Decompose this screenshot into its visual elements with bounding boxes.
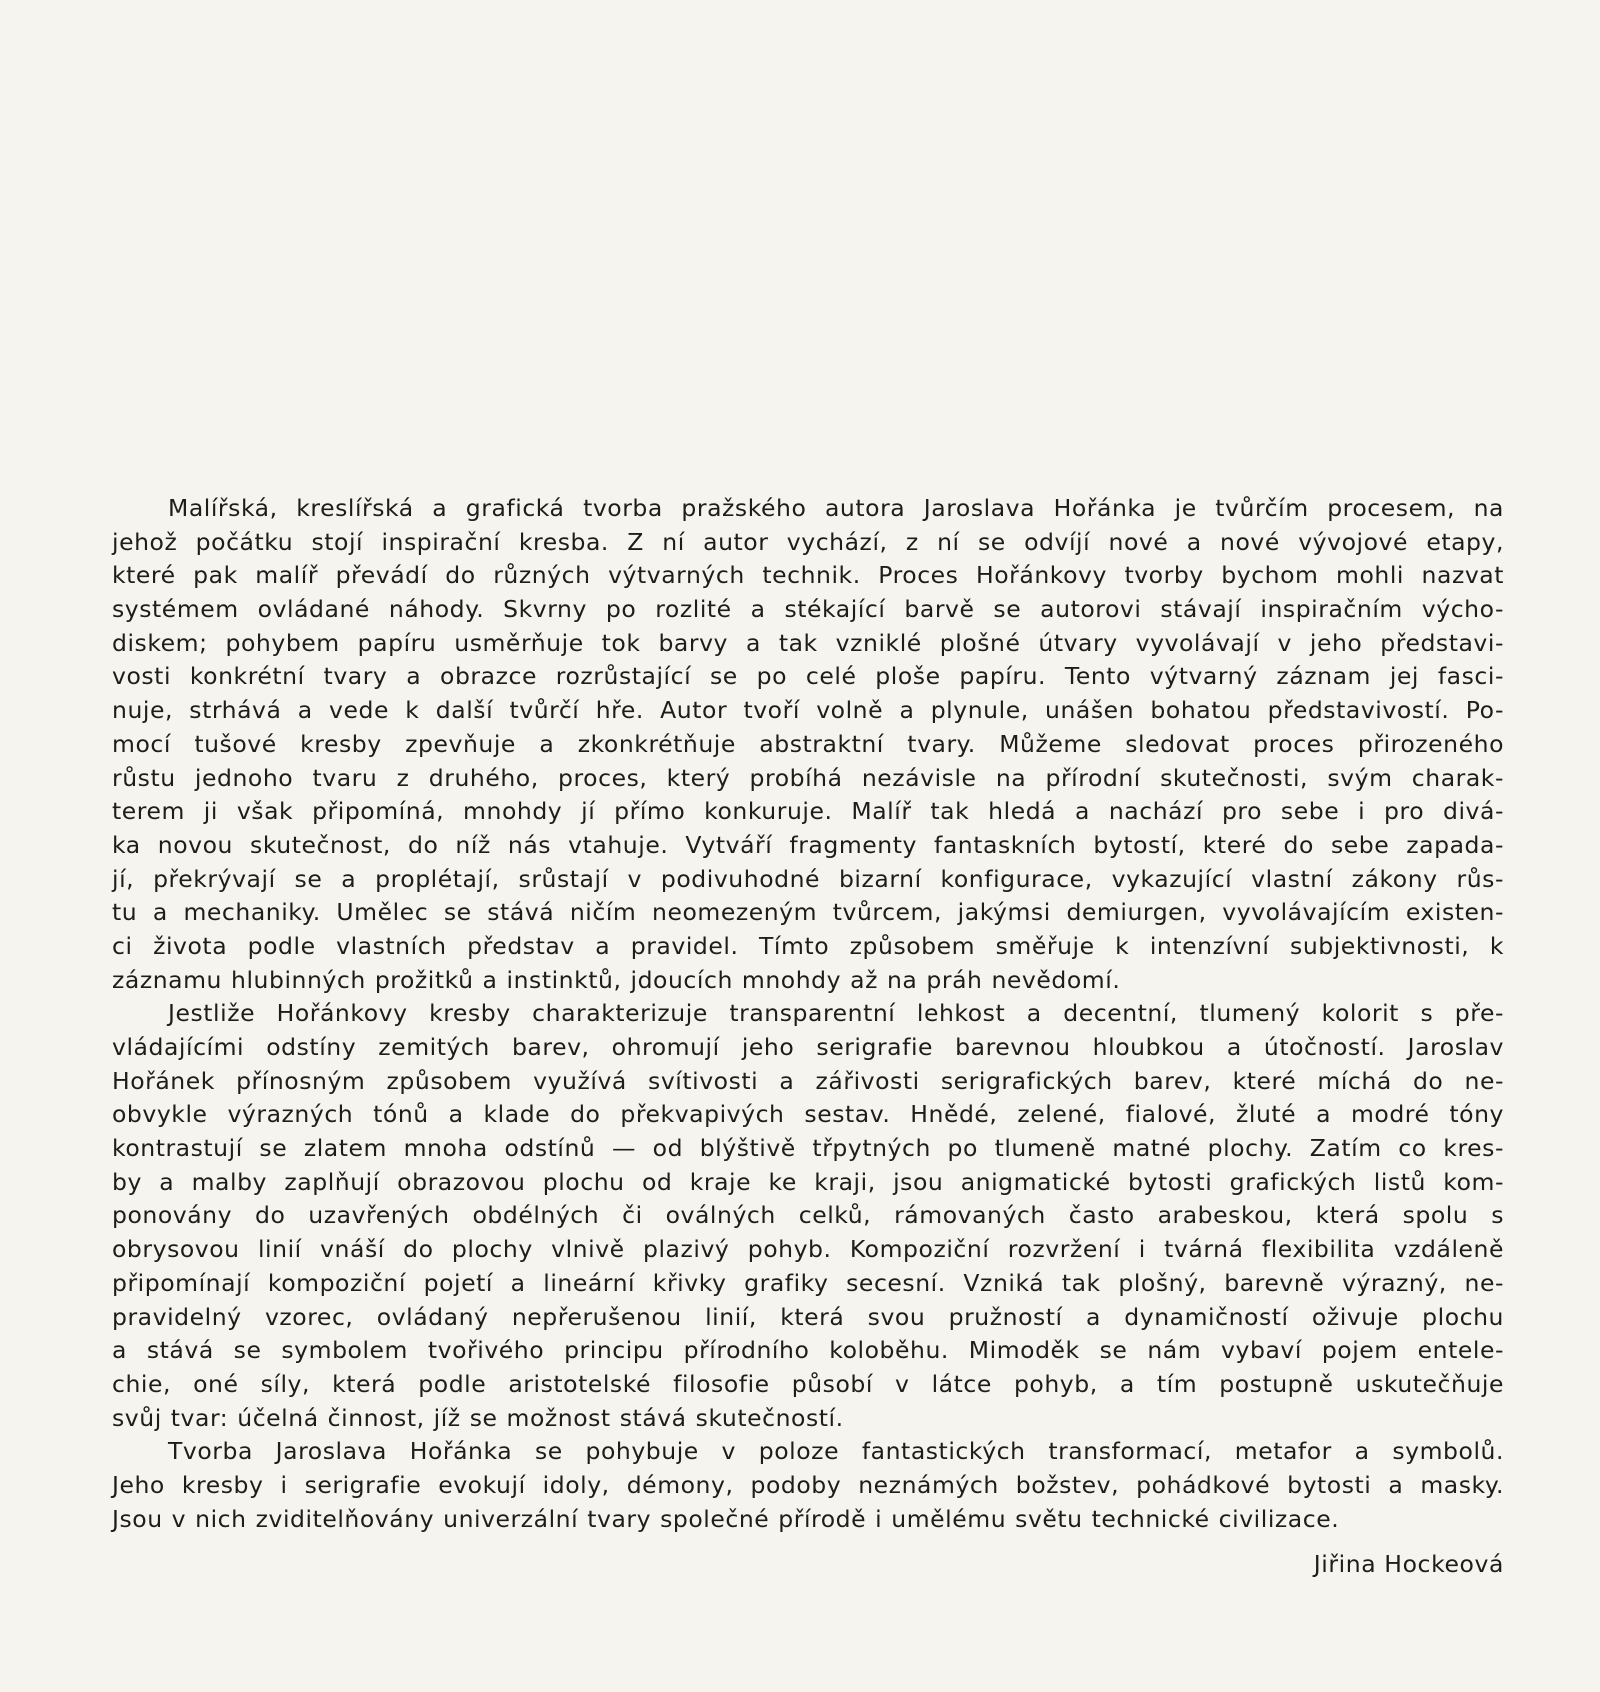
paragraph-line: Malířská, kreslířská a grafická tvorba pražského autora Jaroslava Hořánka je tvůrčím procesem, na — [168, 494, 1504, 522]
essay-text — [112, 492, 1504, 1536]
paragraph-line: připomínají kompoziční pojetí a lineární křivky grafiky secesní. Vzniká tak plošný, barevně výrazný, ne- — [112, 1268, 1504, 1297]
paragraph-line: jí, překrývají se a proplétají, srůstají v podivuhodné bizarní konfigurace, vykazující vlastní zákony růs- — [112, 864, 1504, 893]
paragraph-line: svůj tvar: účelná činnost, jíž se možnost stává skutečností. — [112, 1403, 844, 1432]
paragraph-line: jehož počátku stojí inspirační kresba. Z ní autor vychází, z ní se odvíjí nové a nové vývojové etapy, — [112, 527, 1504, 556]
paragraph-line: vládajícími odstíny zemitých barev, ohromují jeho serigrafie barevnou hloubkou a útočností. Jaroslav — [112, 1033, 1504, 1061]
paragraph-line: které pak malíř převádí do různých výtvarných technik. Proces Hořánkovy tvorby bychom mohli nazvat — [112, 561, 1504, 590]
paragraph-line: systémem ovládané náhody. Skvrny po rozlité a stékající barvě se autorovi stávají inspiračním výcho- — [112, 595, 1504, 624]
paragraph-line: mocí tušové kresby zpevňuje a zkonkrétňuje abstraktní tvary. Můžeme sledovat proces přirozeného — [112, 729, 1504, 758]
paragraph-line: pravidelný vzorec, ovládaný nepřerušenou linií, která svou pružností a dynamičností oživuje plochu — [112, 1302, 1504, 1331]
paragraph — [112, 492, 1504, 997]
paragraph-line: ci života podle vlastních představ a pravidel. Tímto způsobem směřuje k intenzívní subjektivnosti, k — [112, 931, 1504, 960]
paragraph-line: Jsou v nich zviditelňovány univerzální tvary společné přírodě i umělému světu technické civilizace. — [112, 1504, 1340, 1533]
paragraph — [112, 1435, 1504, 1536]
paragraph-line: by a malby zaplňují obrazovou plochu od kraje ke kraji, jsou anigmatické bytosti grafických listů kom- — [112, 1167, 1504, 1196]
paragraph-line: nuje, strhává a vede k další tvůrčí hře. Autor tvoří volně a plynule, unášen bohatou představivostí. Po- — [112, 696, 1504, 725]
paragraph-line: ponovány do uzavřených obdélných či oválných celků, rámovaných často arabeskou, která spolu s — [112, 1201, 1504, 1230]
paragraph-line: terem ji však připomíná, mnohdy jí přímo konkuruje. Malíř tak hledá a nachází pro sebe i pro divá- — [112, 797, 1504, 826]
paragraph-line: obrysovou linií vnáší do plochy vlnivě plazivý pohyb. Kompoziční rozvržení i tvárná flexibilita vzdáleně — [112, 1235, 1504, 1264]
paragraph-line: ka novou skutečnost, do níž nás vtahuje. Vytváří fragmenty fantaskních bytostí, které do sebe zapada- — [112, 830, 1504, 859]
paragraph — [112, 997, 1504, 1435]
paragraph-line: obvykle výrazných tónů a klade do překvapivých sestav. Hnědé, zelené, fialové, žluté a modré tóny — [112, 1100, 1504, 1129]
paragraph-line: vosti konkrétní tvary a obrazce rozrůstající se po celé ploše papíru. Tento výtvarný záznam jej fasci- — [112, 662, 1504, 691]
author-signature: Jiřina Hockeová — [1313, 1550, 1504, 1578]
paragraph-line: Jestliže Hořánkovy kresby charakterizuje transparentní lehkost a decentní, tlumený kolorit s pře- — [168, 999, 1504, 1028]
paragraph-line: záznamu hlubinných prožitků a instinktů, jdoucích mnohdy až na práh nevědomí. — [112, 965, 1121, 994]
paragraph-line: diskem; pohybem papíru usměrňuje tok barvy a tak vzniklé plošné útvary vyvolávají v jeho představi- — [112, 628, 1504, 657]
paragraph-line: Tvorba Jaroslava Hořánka se pohybuje v poloze fantastických transformací, metafor a symbolů. — [168, 1437, 1504, 1466]
paragraph-line: chie, oné síly, která podle aristotelské filosofie působí v látce pohyb, a tím postupně uskutečňuje — [112, 1369, 1504, 1398]
paragraph-line: růstu jednoho tvaru z druhého, proces, který probíhá nezávisle na přírodní skutečnosti, svým charak- — [112, 763, 1504, 792]
paragraph-line: a stává se symbolem tvořivého principu přírodního koloběhu. Mimoděk se nám vybaví pojem entele- — [112, 1336, 1504, 1365]
paragraph-line: Hořánek přínosným způsobem využívá svítivosti a zářivosti serigrafických barev, které míchá do ne- — [112, 1066, 1504, 1095]
paragraph-line: Jeho kresby i serigrafie evokují idoly, démony, podoby neznámých božstev, pohádkové bytosti a masky. — [112, 1470, 1504, 1499]
paragraph-line: tu a mechaniky. Umělec se stává ničím neomezeným tvůrcem, jakýmsi demiurgen, vyvolávajícím existen- — [112, 898, 1504, 927]
paragraph-line: kontrastují se zlatem mnoha odstínů — od blýštivě třpytných po tlumeně matné plochy. Zatím co kres- — [112, 1134, 1504, 1163]
